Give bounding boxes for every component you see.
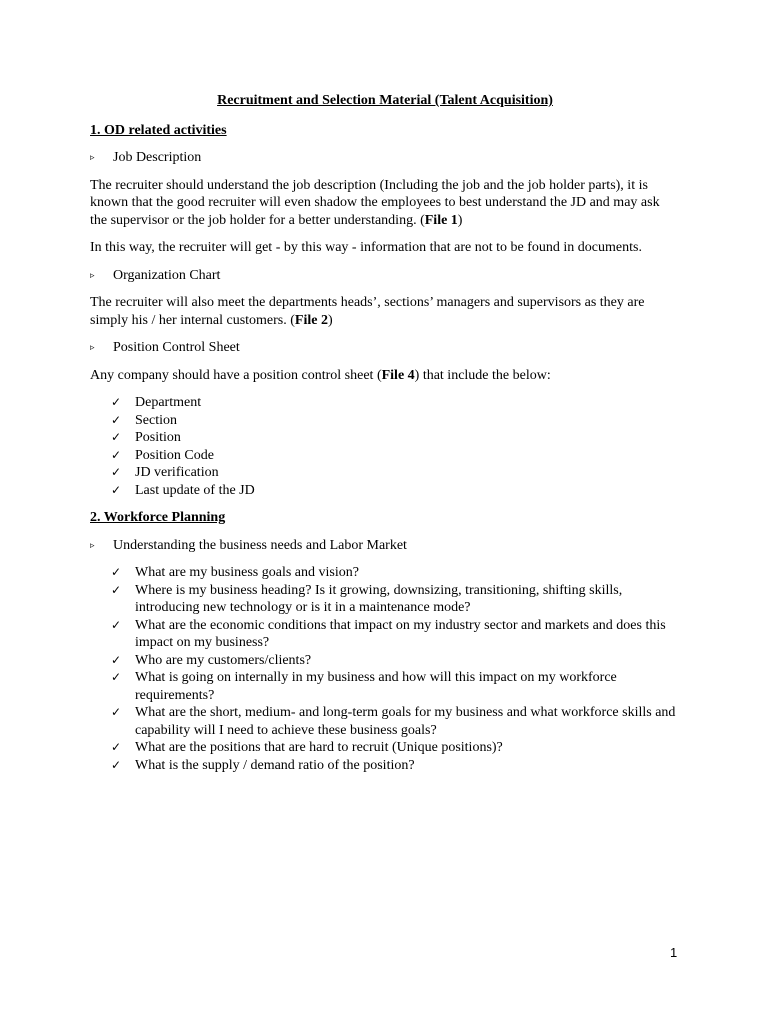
list-item [111, 447, 680, 465]
list-item-text: Position [135, 430, 181, 445]
bullet-job-description [90, 149, 680, 167]
checkmark-icon: ✓ [111, 395, 122, 409]
list-item [111, 464, 680, 482]
checklist-workforce-questions [90, 564, 680, 774]
list-item [111, 617, 680, 652]
checkmark-icon: ✓ [111, 465, 122, 479]
list-item [111, 429, 680, 447]
paragraph-text-end: ) [327, 312, 333, 328]
document-title: Recruitment and Selection Material (Talent Acquisition) [217, 93, 553, 108]
list-item [111, 704, 680, 739]
checkmark-icon: ✓ [111, 482, 122, 497]
checkmark-icon: ✓ [111, 757, 122, 772]
paragraph-text: The recruiter will also meet the departments heads’, sections’ managers and supervisors as they are simply his / her internal customers. ( [90, 295, 645, 328]
checkmark-icon: ✓ [111, 582, 122, 597]
list-item [111, 394, 680, 412]
bullet-position-control-sheet [90, 339, 680, 357]
list-item [111, 757, 680, 775]
bullet-label: Job Description [113, 150, 202, 165]
checklist-position-control [90, 394, 680, 499]
list-item-text: What is the supply / demand ratio of the position? [135, 757, 415, 773]
section-heading-od: 1. OD related activities [90, 122, 227, 138]
section-heading-workforce: 2. Workforce Planning [90, 510, 226, 525]
list-item-text: Who are my customers/clients? [135, 652, 312, 668]
list-item [111, 564, 680, 582]
checkmark-icon: ✓ [111, 447, 122, 462]
bullet-label: Organization Chart [113, 267, 221, 283]
triangle-bullet-icon: ▹ [90, 342, 95, 352]
list-item-text: Last update of the JD [135, 482, 255, 498]
list-item-text: Department [135, 395, 202, 410]
page-number: 1 [670, 945, 678, 960]
list-item-text: Section [135, 412, 177, 428]
checkmark-icon: ✓ [111, 430, 122, 444]
list-item-text: What is going on internally in my business and how will this impact on my workforce requirements? [135, 670, 617, 703]
checkmark-icon: ✓ [111, 740, 122, 754]
checkmark-icon: ✓ [111, 565, 122, 579]
list-item-text: What are my business goals and vision? [135, 565, 359, 580]
paragraph-text-end: ) [457, 212, 463, 228]
list-item [111, 739, 680, 757]
document-page [90, 92, 680, 784]
checkmark-icon: ✓ [111, 705, 122, 719]
paragraph-text: Any company should have a position control sheet ( [90, 367, 382, 383]
triangle-bullet-icon: ▹ [90, 539, 95, 550]
bullet-business-needs [90, 537, 680, 555]
checkmark-icon: ✓ [111, 652, 122, 667]
file-reference: File 4 [381, 367, 415, 383]
list-item-text: What are the positions that are hard to recruit (Unique positions)? [135, 740, 503, 755]
checkmark-icon: ✓ [111, 412, 122, 427]
list-item-text: JD verification [135, 465, 219, 480]
list-item [111, 652, 680, 670]
paragraph-organization-chart [90, 294, 680, 329]
paragraph-text-end: ) that include the below: [414, 367, 551, 383]
list-item-text: Position Code [135, 447, 214, 463]
list-item-text: What are the economic conditions that impact on my industry sector and markets and does this impact on my business? [135, 617, 666, 650]
file-reference: File 2 [294, 312, 328, 328]
list-item [111, 482, 680, 500]
paragraph-text: The recruiter should understand the job description (Including the job and the job holder parts), it is known that the good recruiter will even shadow the employees to best understand the JD and may ask the supervisor or the job holder for a better understanding. ( [90, 177, 660, 228]
paragraph-job-description [90, 177, 680, 230]
triangle-bullet-icon: ▹ [90, 152, 95, 162]
checkmark-icon: ✓ [111, 617, 122, 632]
bullet-organization-chart [90, 267, 680, 285]
list-item [111, 669, 680, 704]
file-reference: File 1 [424, 212, 458, 228]
bullet-label: Position Control Sheet [113, 340, 240, 355]
list-item [111, 582, 680, 617]
list-item [111, 412, 680, 430]
bullet-label: Understanding the business needs and Labor Market [113, 537, 407, 553]
paragraph-position-control [90, 367, 680, 385]
paragraph-information: In this way, the recruiter will get - by this way - information that are not to be found in documents. [90, 240, 642, 255]
checkmark-icon: ✓ [111, 670, 122, 684]
triangle-bullet-icon: ▹ [90, 269, 95, 280]
list-item-text: Where is my business heading? Is it growing, downsizing, transitioning, shifting skills, introducing new technology or is it in a maintenance mode? [135, 582, 623, 615]
list-item-text: What are the short, medium- and long-term goals for my business and what workforce skills and capability will I need to achieve these business goals? [135, 705, 676, 738]
